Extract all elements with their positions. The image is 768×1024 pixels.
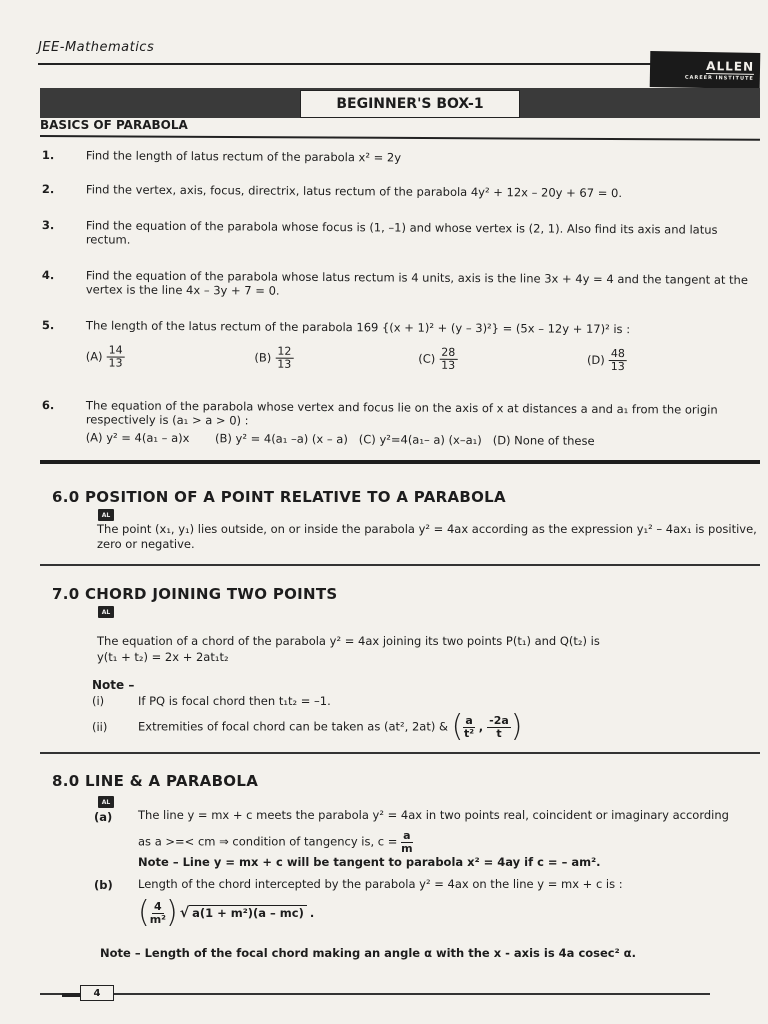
section-6-title: 6.0 POSITION OF A POINT RELATIVE TO A PARABOLA	[52, 488, 506, 506]
fraction-denominator: 13	[108, 356, 123, 370]
question-text: The equation of the parabola whose vertex and focus lie on the axis of x at distances a and a₁ from the origin respectively is (a₁ > a > 0) :	[85, 398, 718, 428]
logo-subtext: CAREER INSTITUTE	[684, 74, 754, 82]
note-item-label: (i)	[92, 694, 105, 708]
option-c	[418, 347, 587, 372]
question-2	[40, 182, 760, 201]
note-label: Note –	[92, 678, 135, 692]
question-number: 4.	[41, 268, 55, 283]
section-divider	[40, 460, 760, 464]
question-text: Find the vertex, axis, focus, directrix, latus rectum of the parabola 4y² + 12x – 20y + 67 = 0.	[85, 182, 623, 201]
question-5	[40, 318, 760, 374]
box-subtitle: BASICS OF PARABOLA	[40, 118, 188, 132]
page-tick	[62, 993, 80, 997]
right-paren: )	[166, 895, 178, 930]
option-fraction	[275, 346, 293, 370]
section-7-text-1: The equation of a chord of the parabola y² = 4ax joining its two points P(t₁) and Q(t₂) is	[97, 634, 600, 648]
fraction-numerator: 12	[275, 346, 293, 359]
fraction-denominator: 13	[610, 359, 625, 374]
part-b-label: (b)	[94, 878, 113, 892]
fraction-numerator: 48	[609, 348, 627, 361]
left-paren: (	[451, 709, 464, 744]
allen-logo	[650, 51, 761, 89]
question-body	[86, 318, 756, 373]
question-number: 5.	[41, 318, 55, 333]
final-note: Note – Length of the focal chord making an angle α with the x - axis is 4a cosec² α.	[100, 946, 636, 960]
condition-text: as a >=< cm ⇒ condition of tangency is, c =	[138, 834, 398, 849]
fraction-denominator: t²	[464, 726, 475, 740]
question-body	[86, 398, 756, 449]
chord-length-expression: ( $\frac{4}{\text{m²}}$ ) √ a(1 + m²)(a – mc) .	[138, 895, 315, 930]
fraction-numerator: 28	[439, 347, 457, 360]
note-item-text: If PQ is focal chord then t₁t₂ = –1.	[138, 694, 331, 708]
left-paren: (	[138, 895, 150, 930]
question-text: The length of the latus rectum of the parabola 169 {(x + 1)² + (y – 3)²} = (5x – 12y + 17)² is :	[85, 318, 631, 337]
question-number: 6.	[41, 398, 55, 413]
part-b-text: Length of the chord intercepted by the parabola y² = 4ax on the line y = mx + c is :	[138, 877, 623, 891]
al-badge: AL	[98, 509, 114, 521]
option-d	[587, 348, 756, 373]
sqrt-expression: a(1 + m²)(a – mc)	[189, 905, 307, 921]
al-badge: AL	[98, 796, 114, 808]
question-3	[40, 218, 760, 248]
question-text: Find the length of latus rectum of the parabola x² = 2y	[85, 148, 402, 165]
question-text: Find the equation of the parabola whose latus rectum is 4 units, axis is the line 3x + 4y = 4 and the tangent at the vertex is the line 4x – 3y + 7 = 0.	[85, 268, 748, 299]
section-6-text: The point (x₁, y₁) lies outside, on or inside the parabola y² = 4ax according as the expression y₁² – 4ax₁ is positive, zero or negative.	[97, 522, 757, 551]
section-7-title: 7.0 CHORD JOINING TWO POINTS	[52, 585, 338, 603]
fraction	[487, 715, 511, 739]
fraction-denominator: m²	[149, 912, 166, 926]
box-title: BEGINNER'S BOX-1	[300, 90, 520, 118]
question-text: Find the equation of the parabola whose focus is (1, –1) and whose vertex is (2, 1). Also find its axis and latus rectum.	[85, 218, 718, 248]
question-number: 1.	[41, 148, 55, 163]
note-item-2	[92, 709, 523, 744]
options-line: (A) y² = 4(a₁ – a)x (B) y² = 4(a₁ –a) (x – a) (C) y²=4(a₁– a) (x–a₁) (D) None of these	[85, 430, 595, 448]
fraction	[401, 830, 412, 854]
note-item-1	[92, 694, 331, 708]
sqrt-icon: √	[179, 904, 190, 921]
question-number: 2.	[41, 182, 55, 197]
fraction-numerator: 4	[154, 899, 162, 913]
section-8-title: 8.0 LINE & A PARABOLA	[52, 772, 259, 790]
fraction-numerator: 14	[107, 345, 125, 358]
section-divider	[40, 752, 760, 754]
al-badge: AL	[98, 606, 114, 618]
option-fraction	[439, 347, 457, 371]
part-a-condition	[138, 830, 763, 854]
fraction-denominator: 13	[441, 358, 456, 372]
option-fraction	[106, 345, 124, 369]
header-title: JEE-Mathematics	[38, 40, 155, 55]
footer-rule	[40, 993, 710, 995]
fraction-denominator: 13	[277, 357, 292, 371]
options-row	[86, 345, 756, 374]
question-4	[40, 268, 760, 299]
note-item-text: Extremities of focal chord can be taken as (at², 2at) &	[138, 719, 448, 734]
subtitle-rule	[40, 135, 760, 140]
fraction-denominator: t	[496, 726, 502, 740]
fraction-numerator: a	[403, 829, 411, 842]
fraction-numerator: a	[465, 713, 473, 727]
logo-text: ALLEN	[706, 59, 755, 74]
page-number: 4	[80, 985, 114, 1001]
fraction	[463, 715, 474, 739]
fraction-numerator: -2a	[489, 713, 509, 727]
fraction	[150, 901, 166, 925]
option-a	[86, 345, 255, 370]
option-fraction	[609, 348, 627, 372]
section-divider	[40, 564, 760, 566]
note-item-label: (ii)	[92, 719, 108, 734]
right-paren: )	[510, 709, 523, 744]
question-number: 3.	[41, 218, 55, 233]
part-a-note: Note – Line y = mx + c will be tangent to parabola x² = 4ay if c = – am².	[138, 855, 601, 869]
option-label: (B)	[254, 350, 272, 365]
option-b	[254, 346, 418, 371]
fraction-denominator: m	[401, 841, 413, 855]
option-label: (C)	[418, 351, 436, 366]
option-label: (D)	[586, 353, 605, 368]
header-rule	[38, 63, 678, 65]
question-6	[40, 398, 760, 448]
section-7-text-2: y(t₁ + t₂) = 2x + 2at₁t₂	[97, 650, 229, 664]
focal-point-expression: ( $\frac{a}{\text{t²}}$ , $\frac{-2a}{t}$ )	[451, 709, 523, 744]
option-label: (A)	[85, 349, 103, 364]
part-a-label: (a)	[94, 810, 113, 824]
question-1	[40, 148, 760, 165]
part-a-text: The line y = mx + c meets the parabola y² = 4ax in two points real, coincident or imaginary according	[138, 808, 729, 822]
